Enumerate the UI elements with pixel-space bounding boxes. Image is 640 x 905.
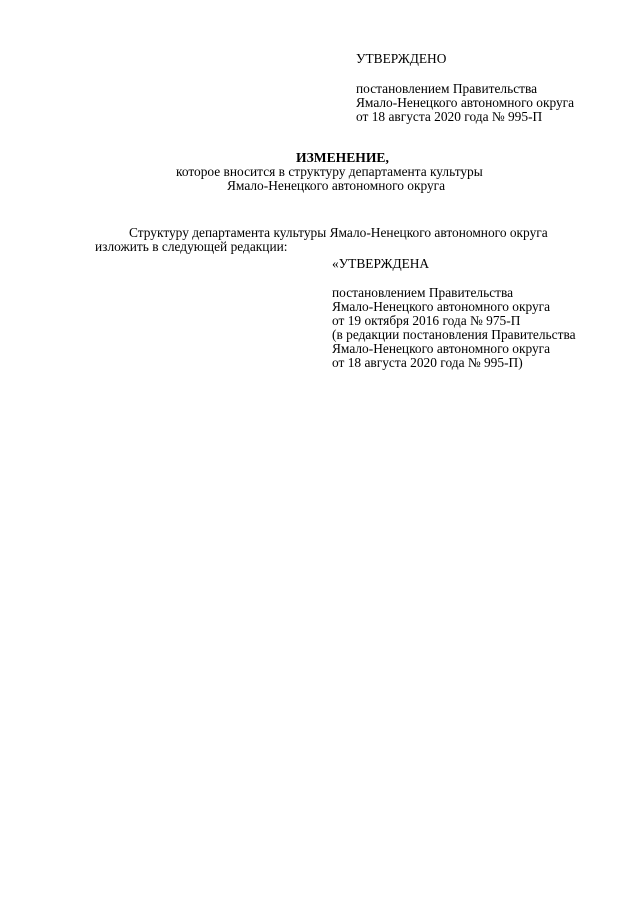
- document-title: ИЗМЕНЕНИЕ,: [296, 150, 389, 165]
- quoted-approval-line-6: от 18 августа 2020 года № 995-П): [332, 355, 523, 370]
- document-subtitle-1: которое вносится в структуру департамента культуры: [176, 164, 483, 179]
- approval-line-1: постановлением Правительства: [356, 81, 538, 96]
- quoted-approval-line-3: от 19 октября 2016 года № 975-П: [332, 313, 521, 328]
- body-text-line-1: Структуру департамента культуры Ямало-Ненецкого автономного округа: [129, 225, 548, 240]
- quoted-approval-line-1: постановлением Правительства: [332, 285, 514, 300]
- quoted-approval-stamp: «УТВЕРЖДЕНА: [332, 256, 430, 271]
- approval-stamp: УТВЕРЖДЕНО: [356, 51, 447, 66]
- body-text-line-2: изложить в следующей редакции:: [95, 239, 288, 254]
- document-subtitle-2: Ямало-Ненецкого автономного округа: [227, 178, 446, 193]
- approval-line-3: от 18 августа 2020 года № 995-П: [356, 109, 543, 124]
- quoted-approval-line-4: (в редакции постановления Правительства: [332, 327, 576, 342]
- approval-line-2: Ямало-Ненецкого автономного округа: [356, 95, 575, 110]
- quoted-approval-line-5: Ямало-Ненецкого автономного округа: [332, 341, 551, 356]
- quoted-approval-line-2: Ямало-Ненецкого автономного округа: [332, 299, 551, 314]
